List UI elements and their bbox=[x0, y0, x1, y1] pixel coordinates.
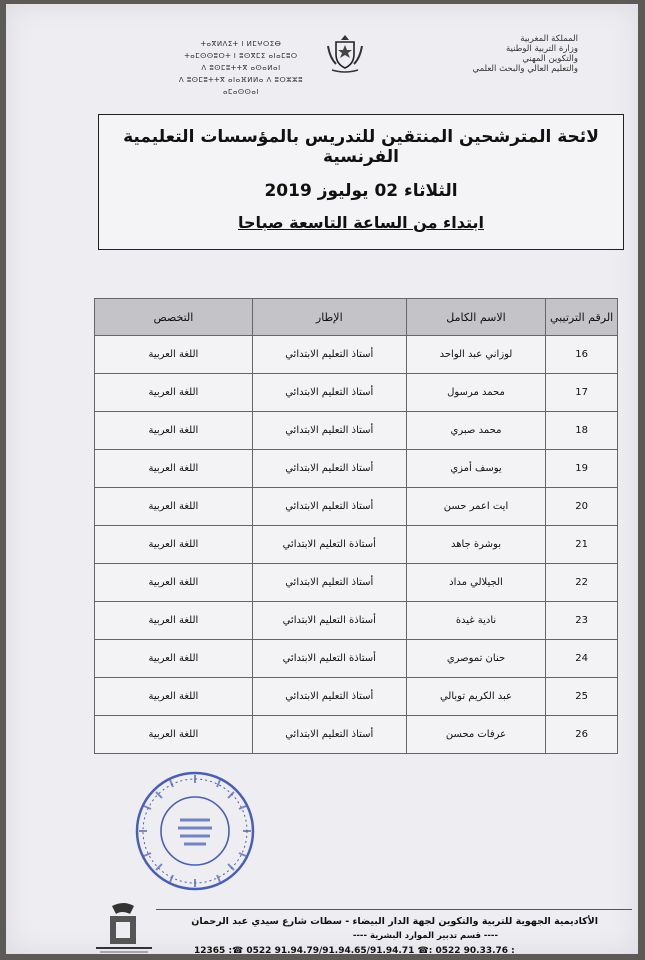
title-box bbox=[98, 114, 624, 250]
cell-number: 23 bbox=[546, 602, 618, 640]
cell-name: عرفات محسن bbox=[406, 716, 546, 754]
cell-specialty: اللغة العربية bbox=[95, 640, 253, 678]
cell-specialty: اللغة العربية bbox=[95, 526, 253, 564]
document-title: لائحة المترشحين المنتقين للتدريس بالمؤسسات التعليمية الفرنسية bbox=[123, 127, 599, 167]
cell-number: 18 bbox=[546, 412, 618, 450]
cell-name: بوشرة جاهد bbox=[406, 526, 546, 564]
cell-name: محمد مرسول bbox=[406, 374, 546, 412]
table-row bbox=[95, 602, 618, 640]
cell-number: 17 bbox=[546, 374, 618, 412]
ministry-line-3: والتكوين المهني bbox=[522, 54, 578, 64]
cell-specialty: اللغة العربية bbox=[95, 602, 253, 640]
cell-specialty: اللغة العربية bbox=[95, 678, 253, 716]
cell-number: 26 bbox=[546, 716, 618, 754]
cell-number: 21 bbox=[546, 526, 618, 564]
cell-rank: أستاذ التعليم الابتدائي bbox=[252, 412, 406, 450]
header-name: الاسم الكامل bbox=[406, 299, 546, 336]
cell-rank: أستاذ التعليم الابتدائي bbox=[252, 336, 406, 374]
table-row bbox=[95, 678, 618, 716]
cell-rank: أستاذ التعليم الابتدائي bbox=[252, 450, 406, 488]
header-specialty: التخصص bbox=[95, 299, 253, 336]
cell-name: يوسف أمزي bbox=[406, 450, 546, 488]
tifinagh-line-4: ⴷ ⵓⵙⵎⵓⵜⵜⴳ ⴰⵏⴰⴼⵍⵍⴰ ⴷ ⵓⵔⵣⵣⵓ ⴰⵎⴰⵙⵙⴰⵏ bbox=[178, 76, 304, 96]
ministry-header-tifinagh bbox=[166, 38, 316, 98]
cell-name: نادية غيدة bbox=[406, 602, 546, 640]
cell-specialty: اللغة العربية bbox=[95, 412, 253, 450]
ministry-line-2: وزارة التربية الوطنية bbox=[505, 44, 578, 54]
document-time: ابتداء من الساعة التاسعة صباحا bbox=[238, 213, 484, 232]
tifinagh-line-2: ⵜⴰⵎⵙⵙⵓⵔⵜ ⵏ ⵓⵙⴳⵎⵉ ⴰⵏⴰⵎⵓⵔ bbox=[184, 52, 298, 60]
cell-name: لوزاني عبد الواحد bbox=[406, 336, 546, 374]
cell-rank: أستاذة التعليم الابتدائي bbox=[252, 640, 406, 678]
cell-rank: أستاذ التعليم الابتدائي bbox=[252, 488, 406, 526]
footer-department: ---- قسم تدبير الموارد البشرية ---- bbox=[352, 931, 498, 941]
ministry-header-arabic bbox=[408, 34, 578, 74]
cell-number: 24 bbox=[546, 640, 618, 678]
footer-phones: 12365 :☎ 0522 91.94.79/91.94.65/91.94.71 ☎: 0522 90.33.76 : bbox=[194, 946, 515, 956]
cell-number: 16 bbox=[546, 336, 618, 374]
ministry-line-4: والتعليم العالي والبحث العلمي bbox=[472, 64, 578, 74]
candidates-table bbox=[94, 298, 618, 754]
cell-specialty: اللغة العربية bbox=[95, 488, 253, 526]
document-date: الثلاثاء 02 يوليوز 2019 bbox=[264, 181, 458, 201]
tifinagh-line-3: ⴷ ⵓⵙⵎⵓⵜⵜⴳ ⴰⵙⴰⵍⴰⵏ bbox=[201, 64, 281, 72]
table-row bbox=[95, 716, 618, 754]
cell-rank: أستاذ التعليم الابتدائي bbox=[252, 678, 406, 716]
cell-specialty: اللغة العربية bbox=[95, 450, 253, 488]
cell-rank: أستاذ التعليم الابتدائي bbox=[252, 564, 406, 602]
table-row bbox=[95, 488, 618, 526]
header-number: الرقم الترتيبي bbox=[546, 299, 618, 336]
cell-name: محمد صبري bbox=[406, 412, 546, 450]
table-row bbox=[95, 450, 618, 488]
cell-specialty: اللغة العربية bbox=[95, 336, 253, 374]
ministry-line-1: المملكة المغربية bbox=[520, 34, 578, 44]
cell-specialty: اللغة العربية bbox=[95, 374, 253, 412]
cell-specialty: اللغة العربية bbox=[95, 564, 253, 602]
academy-logo-icon bbox=[92, 898, 156, 956]
cell-rank: أستاذة التعليم الابتدائي bbox=[252, 602, 406, 640]
cell-number: 19 bbox=[546, 450, 618, 488]
table-row bbox=[95, 412, 618, 450]
cell-rank: أستاذة التعليم الابتدائي bbox=[252, 526, 406, 564]
cell-number: 25 bbox=[546, 678, 618, 716]
cell-name: حنان تموصري bbox=[406, 640, 546, 678]
cell-number: 20 bbox=[546, 488, 618, 526]
table-row bbox=[95, 374, 618, 412]
document-page bbox=[6, 4, 638, 954]
coat-of-arms-icon bbox=[324, 32, 366, 74]
footer-address: الأكاديمية الجهوية للتربية والتكوين لجهة الدار البيضاء - سطات شارع سيدي عبد الرحمان bbox=[191, 916, 598, 927]
cell-specialty: اللغة العربية bbox=[95, 716, 253, 754]
footer-divider bbox=[156, 909, 632, 910]
tifinagh-line-1: ⵜⴰⴳⵍⴷⵉⵜ ⵏ ⵍⵎⵖⵔⵉⴱ bbox=[200, 40, 282, 48]
cell-name: عبد الكريم توبالي bbox=[406, 678, 546, 716]
cell-number: 22 bbox=[546, 564, 618, 602]
cell-rank: أستاذ التعليم الابتدائي bbox=[252, 374, 406, 412]
cell-rank: أستاذ التعليم الابتدائي bbox=[252, 716, 406, 754]
table-row bbox=[95, 336, 618, 374]
cell-name: ايت اعمر حسن bbox=[406, 488, 546, 526]
table-row bbox=[95, 564, 618, 602]
cell-name: الجيلالي مداد bbox=[406, 564, 546, 602]
official-stamp-icon bbox=[134, 770, 256, 892]
table-row bbox=[95, 640, 618, 678]
table-header-row bbox=[95, 299, 618, 336]
header-rank: الإطار bbox=[252, 299, 406, 336]
table-row bbox=[95, 526, 618, 564]
